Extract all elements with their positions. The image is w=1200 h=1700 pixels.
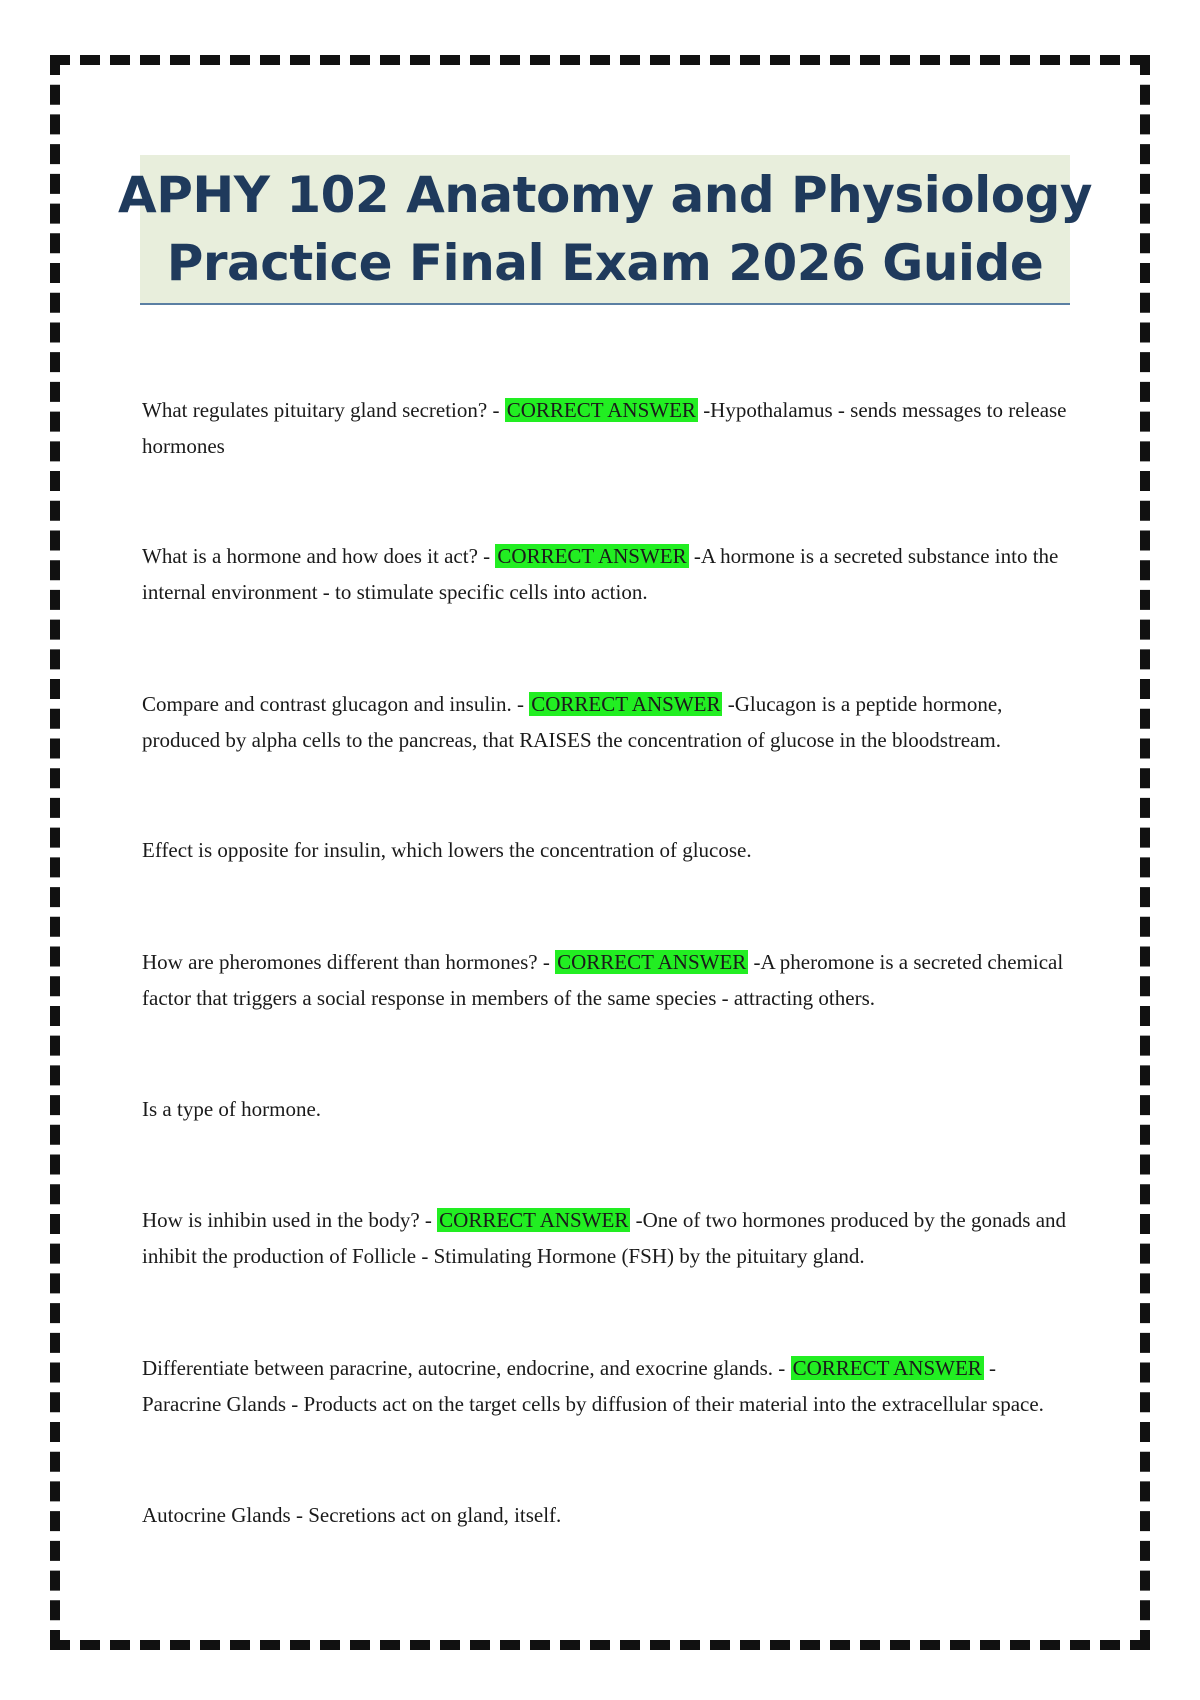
paragraph-text: Effect is opposite for insulin, which lowers the concentration of glucose.	[142, 838, 752, 862]
correct-answer-marker: CORRECT ANSWER	[792, 1356, 982, 1380]
paragraph-text: Autocrine Glands - Secretions act on gland, itself.	[142, 1503, 562, 1527]
answer-continuation	[142, 832, 1072, 868]
qa-item	[142, 686, 1072, 758]
question-text: Compare and contrast glucagon and insulin. -	[142, 692, 530, 716]
question-text: How are pheromones different than hormones? -	[142, 950, 556, 974]
answer-text: -Hypothalamus - sends messages to release hormones	[142, 398, 1067, 458]
question-text: What regulates pituitary gland secretion? -	[142, 398, 505, 422]
qa-item	[142, 1350, 1072, 1422]
page-title-line-1: APHY 102 Anatomy and Physiology	[118, 166, 1092, 224]
question-text: What is a hormone and how does it act? -	[142, 544, 496, 568]
qa-item	[142, 392, 1072, 464]
title-banner	[118, 155, 1092, 305]
correct-answer-marker: CORRECT ANSWER	[557, 950, 747, 974]
correct-answer-marker: CORRECT ANSWER	[439, 1208, 629, 1232]
page-title-line-2: Practice Final Exam 2026 Guide	[166, 234, 1044, 292]
paragraph-text: Is a type of hormone.	[142, 1097, 322, 1121]
qa-item	[142, 538, 1072, 610]
answer-text: -Glucagon is a peptide hormone, produced by alpha cells to the pancreas, that RAISES the concentration of glucose in the bloodstream.	[142, 692, 1003, 752]
answer-continuation	[142, 1091, 1072, 1127]
qa-item	[142, 944, 1072, 1016]
correct-answer-marker: CORRECT ANSWER	[506, 398, 696, 422]
answer-text: - Paracrine Glands - Products act on the target cells by diffusion of their material into the extracellular space.	[142, 1356, 1044, 1416]
answer-text: -A pheromone is a secreted chemical factor that triggers a social response in members of the same species - attracting others.	[142, 950, 1064, 1010]
answer-text: -A hormone is a secreted substance into the internal environment - to stimulate specific cells into action.	[142, 544, 1059, 604]
qa-item	[142, 1202, 1072, 1274]
question-text: Differentiate between paracrine, autocrine, endocrine, and exocrine glands. -	[142, 1356, 791, 1380]
answer-continuation	[142, 1497, 1072, 1533]
answer-text: -One of two hormones produced by the gonads and inhibit the production of Follicle - Stimulating Hormone (FSH) by the pituitary gland.	[142, 1208, 1067, 1268]
correct-answer-marker: CORRECT ANSWER	[531, 692, 721, 716]
correct-answer-marker: CORRECT ANSWER	[497, 544, 687, 568]
question-text: How is inhibin used in the body? -	[142, 1208, 438, 1232]
